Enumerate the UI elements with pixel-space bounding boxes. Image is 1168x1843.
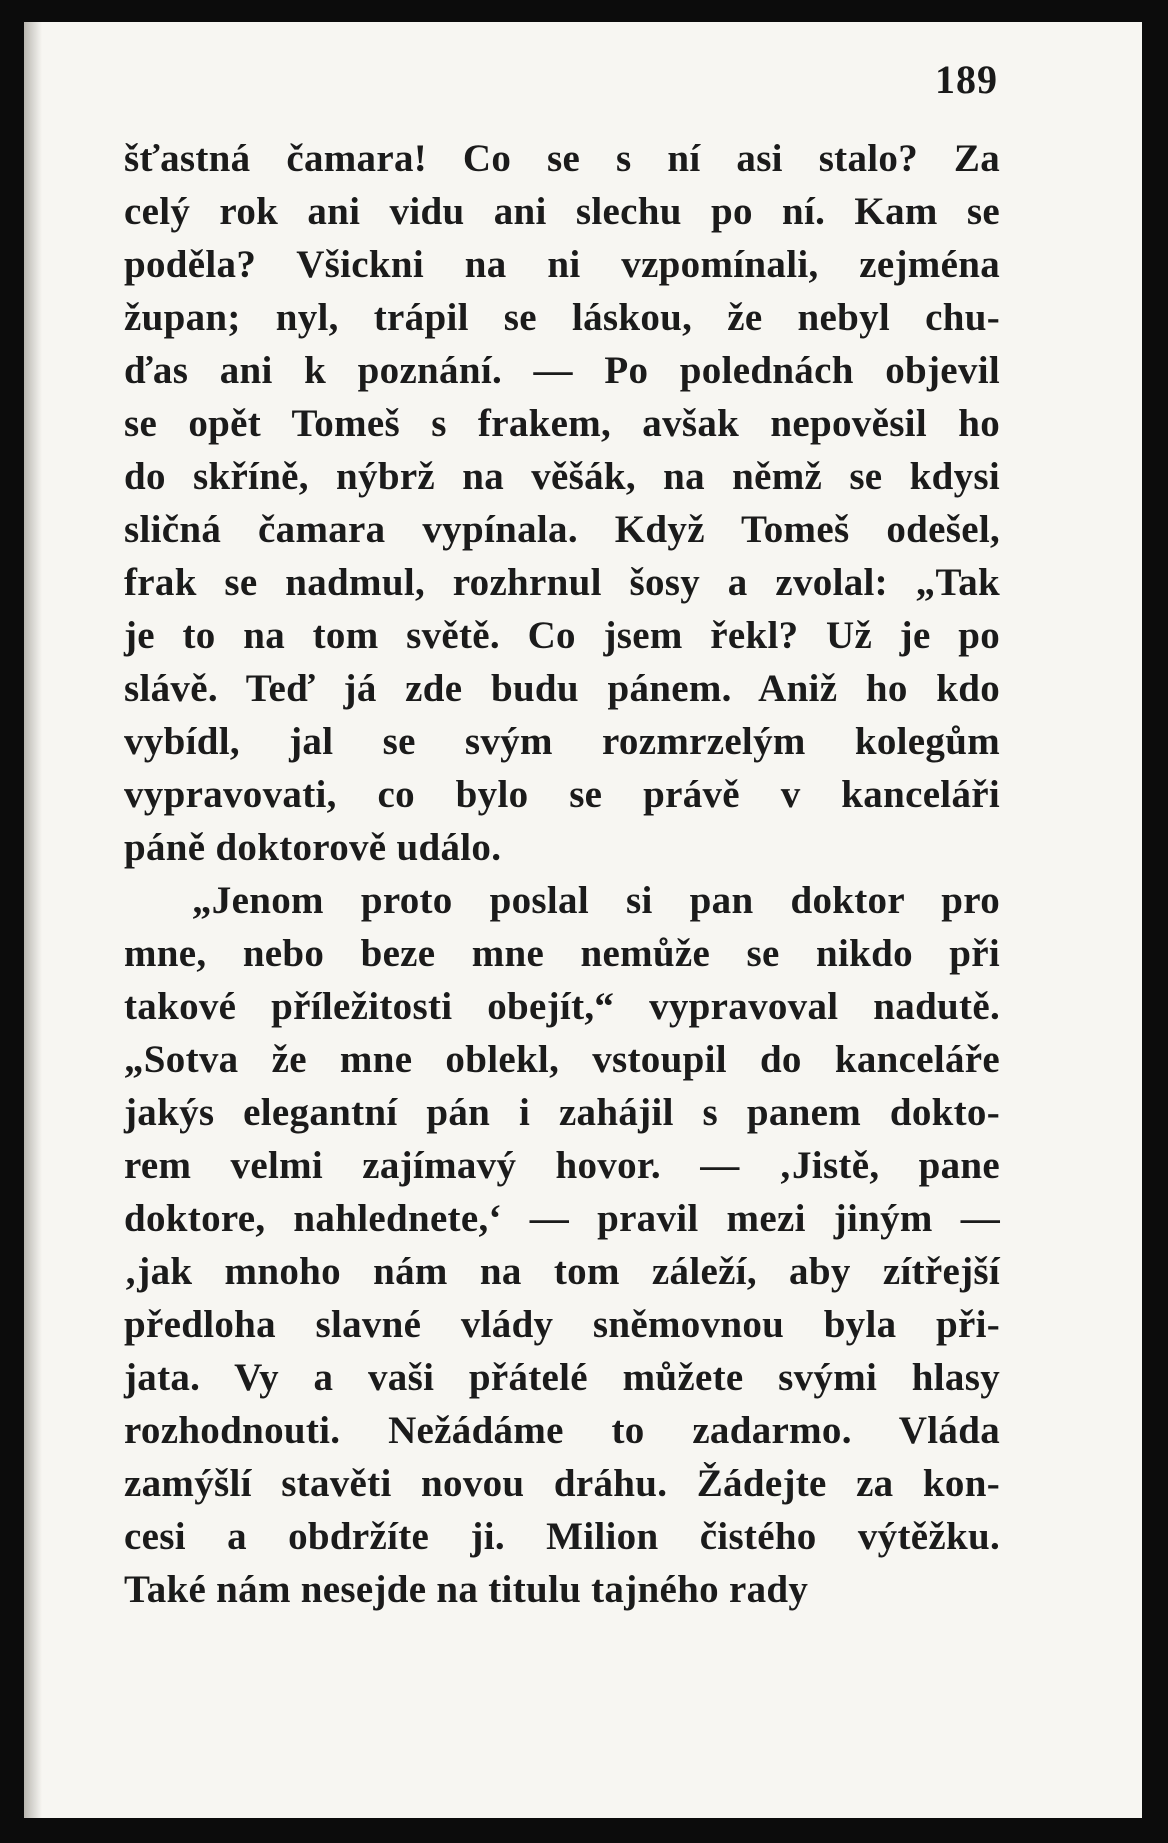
text-line: zamýšlí stavěti novou dráhu. Žádejte za kon- <box>124 1462 1000 1505</box>
body-text <box>124 132 1000 1616</box>
text-line: cesi a obdržíte ji. Milion čistého výtěžku. <box>124 1515 1000 1558</box>
text-line: takové příležitosti obejít,“ vypravoval nadutě. <box>124 985 1000 1028</box>
gutter-shadow <box>24 22 42 1818</box>
text-line: „Sotva že mne oblekl, vstoupil do kanceláře <box>124 1038 1000 1081</box>
text-line: ‚jak mnoho nám na tom záleží, aby zítřejší <box>124 1250 1000 1293</box>
text-line: frak se nadmul, rozhrnul šosy a zvolal: „Tak <box>124 561 1000 604</box>
text-line: Také nám nesejde na titulu tajného rady <box>124 1568 809 1611</box>
text-line: páně doktorově událo. <box>124 826 502 869</box>
text-line: „Jenom proto poslal si pan doktor pro <box>192 879 1000 922</box>
text-line: poděla? Všickni na ni vzpomínali, zejména <box>124 243 1000 286</box>
text-line: rozhodnouti. Nežádáme to zadarmo. Vláda <box>124 1409 1000 1452</box>
page-sheet <box>24 22 1142 1818</box>
text-line: celý rok ani vidu ani slechu po ní. Kam se <box>124 190 1000 233</box>
text-line: vybídl, jal se svým rozmrzelým kolegům <box>124 720 1000 763</box>
text-line: mne, nebo beze mne nemůže se nikdo při <box>124 932 1000 975</box>
text-line: šťastná čamara! Co se s ní asi stalo? Za <box>124 137 1000 180</box>
text-line: doktore, nahlednete,‘ — pravil mezi jiným — <box>124 1197 1000 1240</box>
text-line: jata. Vy a vaši přátelé můžete svými hlasy <box>124 1356 1000 1399</box>
page-number: 189 <box>935 57 998 102</box>
text-line: je to na tom světě. Co jsem řekl? Už je po <box>124 614 1000 657</box>
text-line: do skříně, nýbrž na věšák, na němž se kdysi <box>124 455 1000 498</box>
text-line: ďas ani k poznání. — Po polednách objevil <box>124 349 1000 392</box>
text-line: jakýs elegantní pán i zahájil s panem dokto- <box>124 1091 1000 1134</box>
text-line: slávě. Teď já zde budu pánem. Aniž ho kdo <box>124 667 1000 710</box>
text-line: předloha slavné vlády sněmovnou byla při- <box>124 1303 1000 1346</box>
text-line: rem velmi zajímavý hovor. — ‚Jistě, pane <box>124 1144 1000 1187</box>
text-line: župan; nyl, trápil se láskou, že nebyl chu- <box>124 296 1000 339</box>
text-line: se opět Tomeš s frakem, avšak nepověsil ho <box>124 402 1000 445</box>
text-line: vypravovati, co bylo se právě v kanceláři <box>124 773 1000 816</box>
text-line: sličná čamara vypínala. Když Tomeš odešel, <box>124 508 1000 551</box>
